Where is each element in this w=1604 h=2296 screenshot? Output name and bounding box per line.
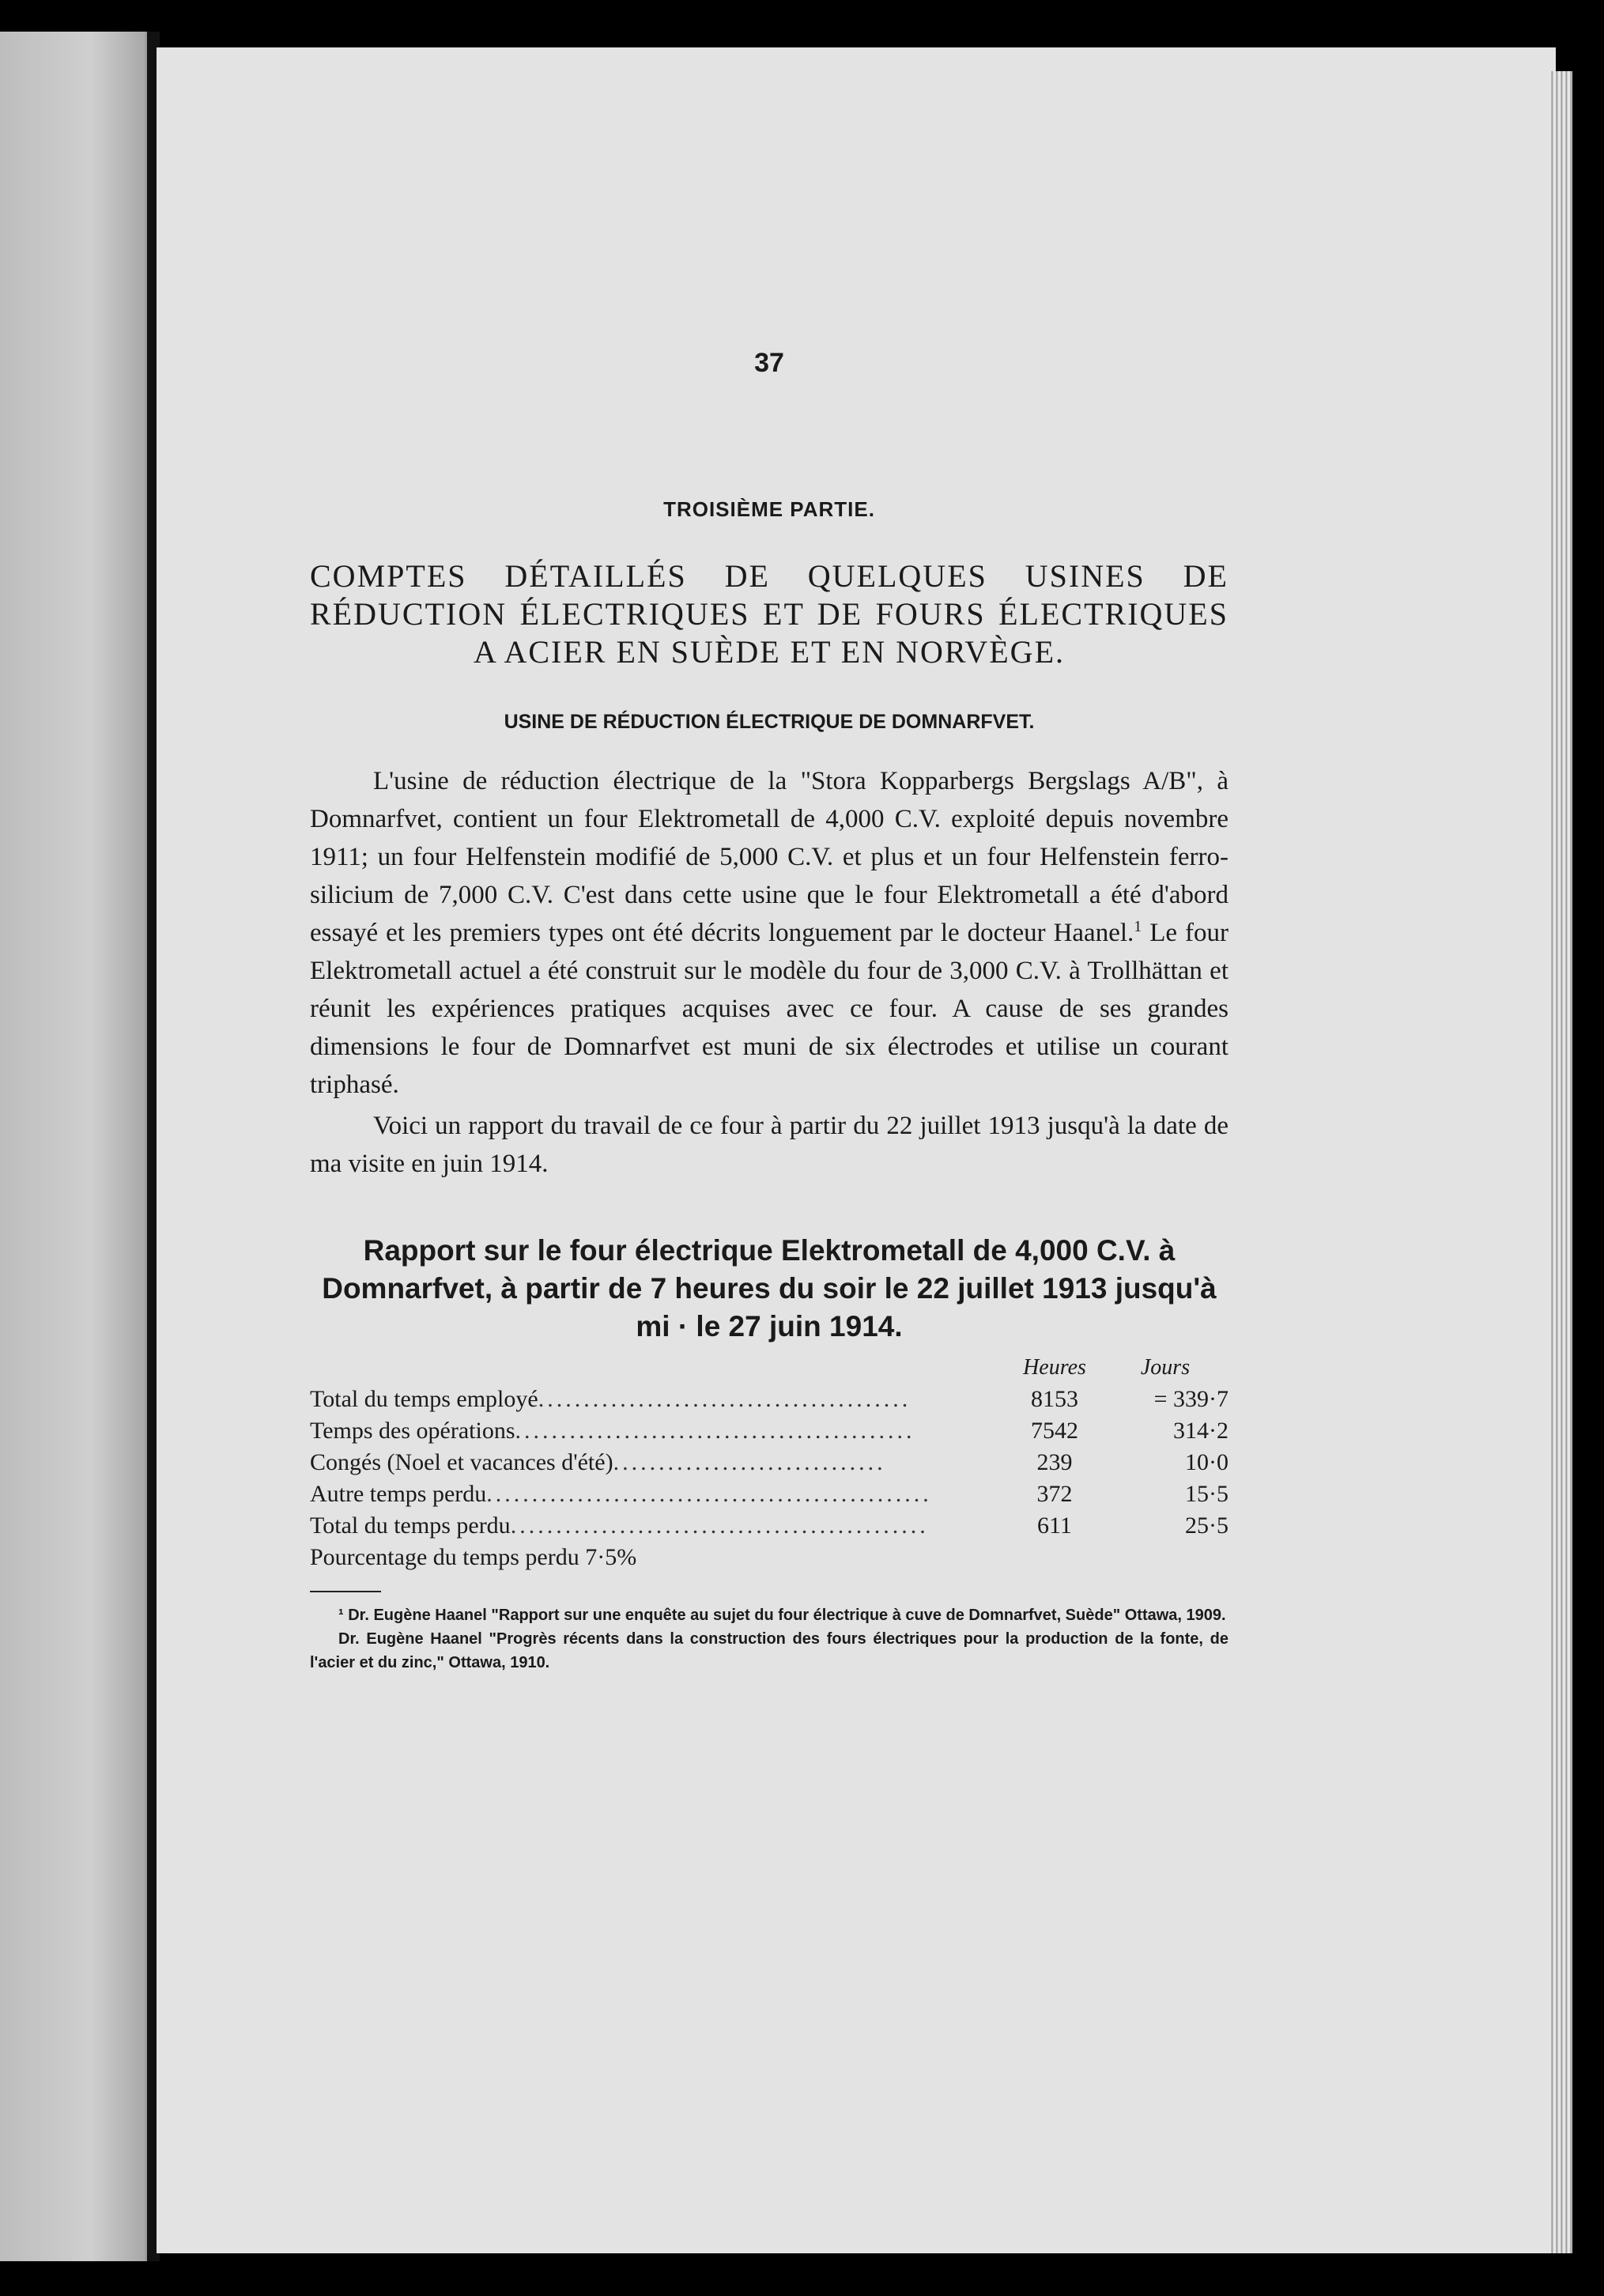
report-title: Rapport sur le four électrique Elektrometall de 4,000 C.V. à Domnarfvet, à partir de 7 heures du soir le 22 juillet 1913 jusqu'à mi · le 27 juin 1914. xyxy=(322,1234,1217,1342)
leader-dots: ......................................... xyxy=(538,1386,911,1412)
paragraph-text-continued: Le four Elektrometall actuel a été construit sur le modèle du four de 3,000 C.V. à Trollhättan et réunit les expériences pratiques acquises avec ce four. A cause de ses grandes dimensions le four de Domnarfvet est muni de six électrodes et utilise un courant triphasé. xyxy=(310,919,1228,1099)
footnote: ¹ Dr. Eugène Haanel "Rapport sur une enquête au sujet du four électrique à cuve de Domnarfvet, Suède" Ottawa, 1909. xyxy=(338,1607,1226,1624)
row-label xyxy=(310,1415,1007,1447)
page-stack-edge xyxy=(1549,71,1572,2253)
row-heures: 8153 xyxy=(1031,1386,1078,1412)
row-label xyxy=(310,1478,1007,1510)
row-label xyxy=(310,1447,1007,1478)
leader-dots: .............................. xyxy=(613,1449,886,1475)
table-header-blank xyxy=(310,1352,1007,1384)
percentage-line: Pourcentage du temps perdu 7·5% xyxy=(310,1544,637,1570)
left-page-edge xyxy=(0,32,152,2261)
row-label-text: Autre temps perdu xyxy=(310,1481,487,1507)
row-heures: 239 xyxy=(1036,1449,1073,1475)
row-label xyxy=(310,1384,1007,1415)
page-content xyxy=(310,348,1228,1675)
row-heures: 7542 xyxy=(1031,1418,1078,1444)
page-number: 37 xyxy=(754,348,784,378)
table-header-jours: Jours xyxy=(1140,1355,1191,1380)
footnote-divider xyxy=(310,1591,381,1592)
body-paragraph xyxy=(310,762,1228,1104)
chapter-title: COMPTES DÉTAILLÉS DE QUELQUES USINES DE RÉDUCTION ÉLECTRIQUES ET DE FOURS ÉLECTRIQUES A ACIER EN SUÈDE ET EN NORVÈGE. xyxy=(310,558,1228,670)
table-row xyxy=(310,1542,1228,1573)
section-heading: USINE DE RÉDUCTION ÉLECTRIQUE DE DOMNARFVET. xyxy=(504,711,1035,733)
row-jours: = 339·7 xyxy=(1153,1386,1228,1412)
body-paragraph: Voici un rapport du travail de ce four à partir du 22 juillet 1913 jusqu'à la date de ma visite en juin 1914. xyxy=(310,1112,1228,1178)
table-row xyxy=(310,1384,1228,1415)
paragraph-text: L'usine de réduction électrique de la "Stora Kopparbergs Bergslags A/B", à Domnarfvet, contient un four Elektrometall de 4,000 C.V. exploité depuis novembre 1911; un four Helfenstein modifié de 5,000 C.V. et plus et un four Helfenstein ferro-silicium de 7,000 C.V. C'est dans cette usine que le four Elektrometall a été d'abord essayé et les premiers types ont été décrits longuement par le docteur Haanel. xyxy=(310,767,1228,947)
row-jours: 25·5 xyxy=(1185,1512,1228,1539)
table-header-heures: Heures xyxy=(1023,1355,1086,1380)
row-jours: 10·0 xyxy=(1185,1449,1228,1475)
leader-dots: ................................................. xyxy=(486,1481,932,1507)
footnote-marker: 1 xyxy=(1134,918,1142,935)
part-heading: TROISIÈME PARTIE. xyxy=(663,497,875,521)
row-label-text: Temps des opérations xyxy=(310,1418,515,1444)
row-label xyxy=(310,1510,1007,1542)
table-row xyxy=(310,1415,1228,1447)
table-row xyxy=(310,1447,1228,1478)
row-jours: 314·2 xyxy=(1173,1418,1228,1444)
table-row xyxy=(310,1510,1228,1542)
row-label-text: Total du temps employé xyxy=(310,1386,538,1412)
row-jours: 15·5 xyxy=(1185,1481,1228,1507)
row-label-text: Congés (Noel et vacances d'été) xyxy=(310,1449,613,1475)
leader-dots: ............................................ xyxy=(515,1418,915,1444)
table-header-row xyxy=(310,1352,1228,1384)
leader-dots: .............................................. xyxy=(510,1512,929,1539)
row-label-text: Total du temps perdu xyxy=(310,1512,511,1539)
footnote: Dr. Eugène Haanel "Progrès récents dans la construction des fours électriques pour la production de la fonte, de l'acier et du zinc," Ottawa, 1910. xyxy=(310,1630,1228,1671)
report-table xyxy=(310,1352,1228,1573)
row-heures: 611 xyxy=(1037,1512,1072,1539)
table-row xyxy=(310,1478,1228,1510)
row-heures: 372 xyxy=(1036,1481,1073,1507)
